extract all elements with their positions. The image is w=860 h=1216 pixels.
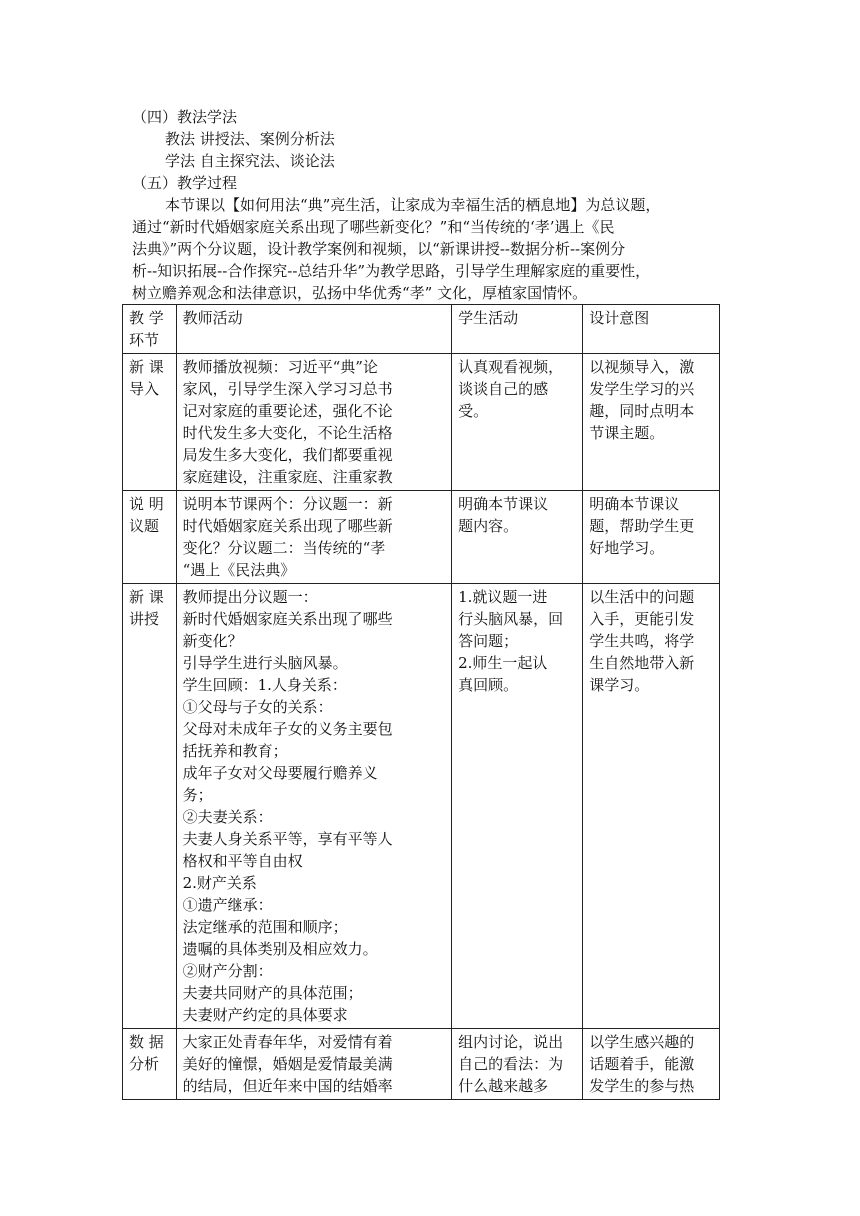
student-activity-cell: 组内讨论，说出 自己的看法：为 什么越来越多	[452, 1029, 583, 1100]
header-design-intent: 设计意图	[583, 305, 720, 354]
student-activity-cell: 1.就议题一进 行头脑风暴，回 答问题； 2.师生一起认 真回顾。	[452, 584, 583, 1029]
stage-cell: 说 明 议题	[123, 491, 177, 584]
student-activity-cell: 认真观看视频， 谈谈自己的感 受。	[452, 354, 583, 491]
section-4-heading: （四）教法学法	[132, 108, 238, 126]
intro-line: 析--知识拓展--合作探究--总结升华”为教学思路，引导学生理解家庭的重要性，	[132, 262, 651, 280]
stage-cell: 新 课 导入	[123, 354, 177, 491]
teacher-activity-cell: 大家正处青春年华，对爱情有着 美好的憧憬，婚姻是爱情最美满 的结局，但近年来中国的结婚率	[176, 1029, 452, 1100]
intro-line: 本节课以【如何用法“典”亮生活，让家成为幸福生活的栖息地】为总议题，	[165, 196, 661, 214]
design-intent-cell: 明确本节课议 题，帮助学生更 好地学习。	[583, 491, 720, 584]
intro-line: 法典》”两个分议题，设计教学案例和视频，以“新课讲授--数据分析--案例分	[132, 240, 626, 258]
stage-cell: 新 课 讲授	[123, 584, 177, 1029]
table-row	[123, 584, 720, 1029]
table-row	[123, 354, 720, 491]
intro-line: 通过“新时代婚姻家庭关系出现了哪些新变化？”和“当传统的‘孝’遇上《民	[132, 218, 615, 236]
student-activity-cell: 明确本节课议 题内容。	[452, 491, 583, 584]
header-student-activity: 学生活动	[452, 305, 583, 354]
teacher-activity-cell: 教师播放视频：习近平“典”论 家风，引导学生深入学习习总书 记对家庭的重要论述，强化不论 时代发生多大变化，不论生活格 局发生多大变化，我们都要重视 家庭建设，注重家庭、注重家教	[176, 354, 452, 491]
header-stage: 教 学 环节	[123, 305, 177, 354]
table-row	[123, 1029, 720, 1100]
teaching-process-table	[122, 304, 720, 1100]
section-5-heading: （五）教学过程	[132, 174, 238, 192]
intro-line: 树立赡养观念和法律意识，弘扬中华优秀“孝” 文化，厚植家国情怀。	[132, 284, 588, 302]
table-row	[123, 491, 720, 584]
table-header-row	[123, 305, 720, 354]
teacher-activity-cell: 说明本节课两个：分议题一：新 时代婚姻家庭关系出现了哪些新 变化？分议题二：当传统的“孝 “遇上《民法典》	[176, 491, 452, 584]
teacher-activity-cell: 教师提出分议题一： 新时代婚姻家庭关系出现了哪些 新变化？ 引导学生进行头脑风暴。 学生回顾：1.人身关系： ①父母与子女的关系： 父母对未成年子女的义务主要包 括抚养和教育； 成年子女对父母要履行赡养义 务； ②夫妻关系： 夫妻人身关系平等，享有平等人 格权和平等自由权 2.财产关系 ①遗产继承： 法定继承的范围和顺序； 遗嘱的具体类别及相应效力。 ②财产分割： 夫妻共同财产的具体范围； 夫妻财产约定的具体要求	[176, 584, 452, 1029]
intro-paragraph	[132, 194, 726, 304]
design-intent-cell: 以学生感兴趣的 话题着手，能激 发学生的参与热	[583, 1029, 720, 1100]
learning-method: 学法 自主探究法、谈论法	[165, 152, 335, 170]
header-teacher-activity: 教师活动	[176, 305, 452, 354]
teaching-method: 教法 讲授法、案例分析法	[165, 130, 335, 148]
design-intent-cell: 以生活中的问题 入手，更能引发 学生共鸣，将学 生自然地带入新 课学习。	[583, 584, 720, 1029]
design-intent-cell: 以视频导入，激 发学生学习的兴 趣，同时点明本 节课主题。	[583, 354, 720, 491]
stage-cell: 数 据 分析	[123, 1029, 177, 1100]
